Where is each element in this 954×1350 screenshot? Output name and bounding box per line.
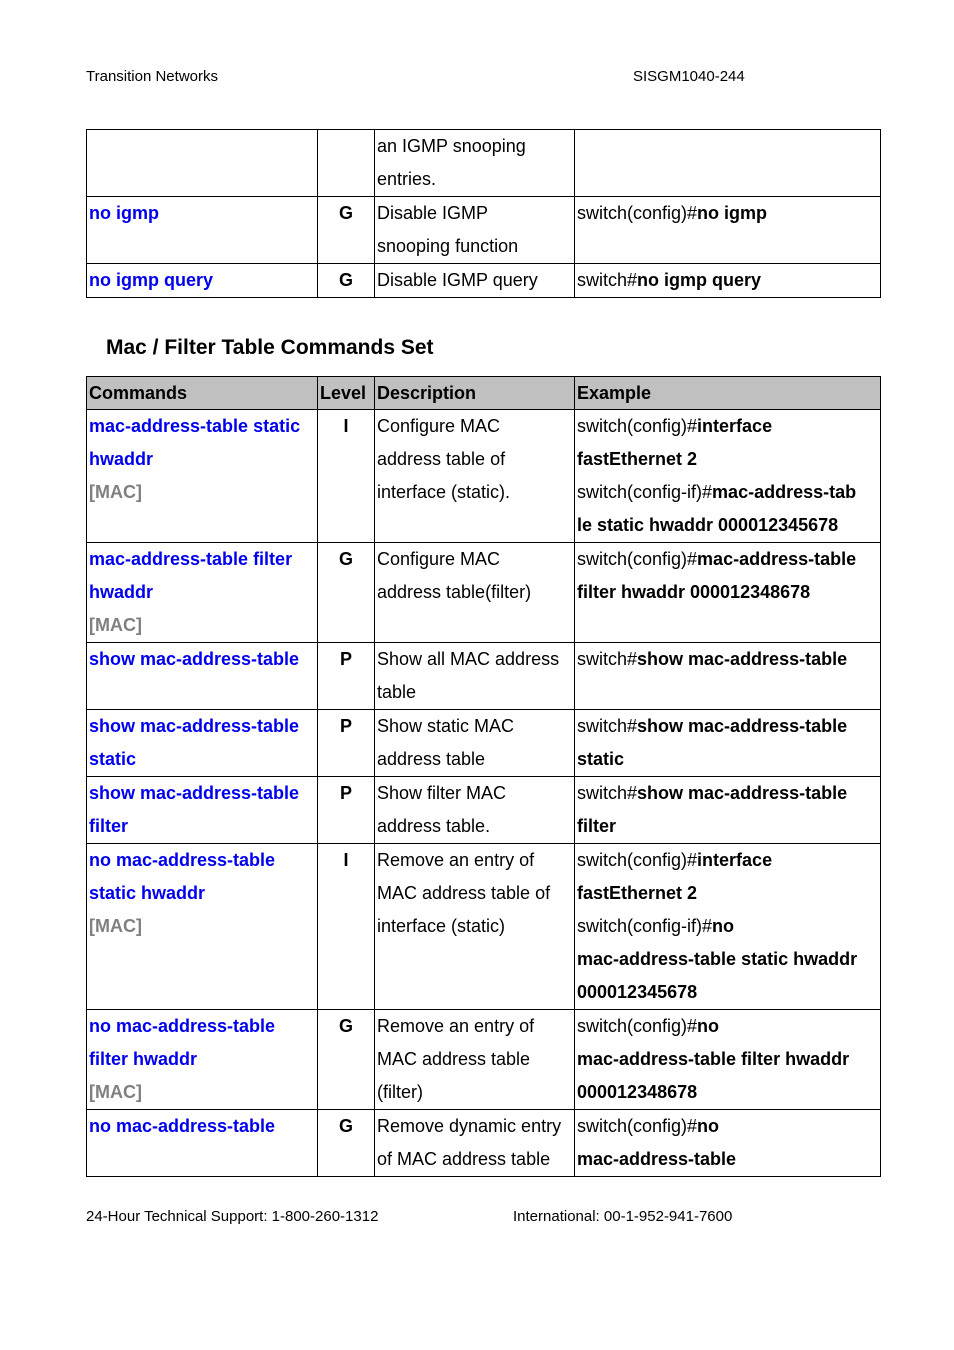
- command-name-cont: static hwaddr: [89, 883, 206, 903]
- example-line: [577, 197, 878, 230]
- level-cell: I: [318, 844, 375, 1010]
- description-cell: [375, 710, 575, 777]
- example-command: fastEthernet 2: [577, 883, 698, 903]
- example-cell: [575, 264, 881, 298]
- example-command: no: [712, 916, 735, 936]
- example-line: [577, 1076, 878, 1109]
- example-line: [577, 743, 878, 776]
- command-cell: [87, 543, 318, 643]
- command-cell: [87, 264, 318, 298]
- description-line: interface (static).: [377, 482, 511, 502]
- table-row: [87, 844, 881, 1010]
- example-line: [577, 1110, 878, 1143]
- example-line: [577, 643, 878, 676]
- level-cell: G: [318, 264, 375, 298]
- table-row: [87, 1110, 881, 1177]
- description-line: an IGMP snooping: [377, 136, 526, 156]
- description-line: Remove an entry of: [377, 1016, 535, 1036]
- example-command: le static hwaddr 000012345678: [577, 515, 839, 535]
- description-line: address table of: [377, 449, 506, 469]
- command-cell: [87, 410, 318, 543]
- footer-international: International: 00-1-952-941-7600: [513, 1208, 733, 1225]
- command-name: mac-address-table static: [89, 416, 301, 436]
- command-cell: [87, 844, 318, 1010]
- command-name: show mac-address-table: [89, 783, 300, 803]
- command-name-cont: filter hwaddr: [89, 1049, 198, 1069]
- example-line: [577, 976, 878, 1009]
- example-cell: [575, 543, 881, 643]
- header-example: Example: [575, 377, 881, 410]
- example-line: [577, 576, 878, 609]
- command-cell: [87, 130, 318, 197]
- description-line: Disable IGMP query: [377, 270, 538, 290]
- description-line: Remove an entry of: [377, 850, 535, 870]
- description-line: interface (static): [377, 916, 506, 936]
- example-prompt: switch#: [577, 270, 638, 290]
- example-cell: [575, 643, 881, 710]
- description-cell: [375, 130, 575, 197]
- example-prompt: switch(config)#: [577, 850, 698, 870]
- table-row: [87, 197, 881, 264]
- command-cell: [87, 710, 318, 777]
- example-command: mac-address-table: [577, 1149, 737, 1169]
- command-name-cont: filter: [89, 816, 129, 836]
- example-cell: [575, 844, 881, 1010]
- example-cell: [575, 777, 881, 844]
- description-cell: [375, 844, 575, 1010]
- command-name: no igmp query: [89, 270, 214, 290]
- description-line: (filter): [377, 1082, 423, 1102]
- header-company: Transition Networks: [86, 68, 218, 85]
- header-doc-id: SISGM1040-244: [633, 68, 745, 85]
- example-command: no igmp: [697, 203, 768, 223]
- example-command: mac-address-table filter hwaddr: [577, 1049, 850, 1069]
- command-param: [MAC]: [89, 615, 142, 635]
- example-command: show mac-address-table: [637, 783, 848, 803]
- example-line: [577, 264, 878, 297]
- description-line: entries.: [377, 169, 437, 189]
- level-cell: P: [318, 777, 375, 844]
- table-row: [87, 410, 881, 543]
- example-prompt: switch(config-if)#: [577, 482, 713, 502]
- example-line: [577, 844, 878, 877]
- example-line: [577, 509, 878, 542]
- table-row: [87, 710, 881, 777]
- description-cell: [375, 410, 575, 543]
- description-line: snooping function: [377, 236, 519, 256]
- command-name: show mac-address-table: [89, 716, 300, 736]
- description-line: of MAC address table: [377, 1149, 551, 1169]
- table-row: [87, 264, 881, 298]
- header-description: Description: [375, 377, 575, 410]
- table-row: [87, 777, 881, 844]
- example-line: [577, 810, 878, 843]
- example-prompt: switch#: [577, 716, 638, 736]
- example-line: [577, 410, 878, 443]
- description-line: Show filter MAC: [377, 783, 507, 803]
- table-row: [87, 643, 881, 710]
- description-cell: [375, 777, 575, 844]
- example-cell: [575, 130, 881, 197]
- command-name-cont: hwaddr: [89, 449, 154, 469]
- example-cell: [575, 1010, 881, 1110]
- example-command: 000012348678: [577, 1082, 698, 1102]
- description-cell: [375, 643, 575, 710]
- table-row: [87, 1010, 881, 1110]
- description-cell: [375, 1110, 575, 1177]
- example-cell: [575, 1110, 881, 1177]
- example-command: static: [577, 749, 625, 769]
- example-prompt: switch(config)#: [577, 1016, 698, 1036]
- command-name-cont: static: [89, 749, 137, 769]
- igmp-commands-table: [86, 129, 881, 298]
- level-cell: G: [318, 197, 375, 264]
- level-cell: G: [318, 543, 375, 643]
- command-cell: [87, 1010, 318, 1110]
- description-line: address table.: [377, 816, 491, 836]
- command-cell: [87, 197, 318, 264]
- level-cell: P: [318, 710, 375, 777]
- example-prompt: switch(config)#: [577, 416, 698, 436]
- description-cell: [375, 1010, 575, 1110]
- level-cell: P: [318, 643, 375, 710]
- example-command: mac-address-tab: [712, 482, 857, 502]
- footer-support: 24-Hour Technical Support: 1-800-260-1312: [86, 1208, 379, 1225]
- description-cell: [375, 264, 575, 298]
- example-line: [577, 910, 878, 943]
- example-command: no igmp query: [637, 270, 762, 290]
- example-prompt: switch(config)#: [577, 1116, 698, 1136]
- example-line: [577, 543, 878, 576]
- table-row: [87, 130, 881, 197]
- example-command: filter hwaddr 000012348678: [577, 582, 811, 602]
- description-line: Configure MAC: [377, 549, 501, 569]
- example-prompt: switch(config)#: [577, 203, 698, 223]
- description-line: Show static MAC: [377, 716, 515, 736]
- command-name: mac-address-table filter: [89, 549, 293, 569]
- level-cell: G: [318, 1110, 375, 1177]
- command-cell: [87, 1110, 318, 1177]
- level-cell: [318, 130, 375, 197]
- command-name: no mac-address-table: [89, 850, 276, 870]
- example-prompt: switch(config)#: [577, 549, 698, 569]
- description-line: address table(filter): [377, 582, 532, 602]
- command-name: no mac-address-table: [89, 1016, 276, 1036]
- example-prompt: switch#: [577, 783, 638, 803]
- command-name: no igmp: [89, 203, 159, 223]
- header-commands: Commands: [87, 377, 318, 410]
- example-command: show mac-address-table: [637, 716, 848, 736]
- header-level: Level: [318, 377, 375, 410]
- table-header-row: [87, 377, 881, 410]
- example-command: mac-address-table static hwaddr: [577, 949, 858, 969]
- example-line: [577, 1043, 878, 1076]
- description-cell: [375, 543, 575, 643]
- example-line: [577, 476, 878, 509]
- example-command: interface: [697, 416, 773, 436]
- description-line: Configure MAC: [377, 416, 501, 436]
- example-line: [577, 777, 878, 810]
- command-param: [MAC]: [89, 1082, 142, 1102]
- table-row: [87, 543, 881, 643]
- level-cell: G: [318, 1010, 375, 1110]
- example-command: no: [697, 1116, 720, 1136]
- section-title: Mac / Filter Table Commands Set: [106, 336, 434, 359]
- example-cell: [575, 710, 881, 777]
- description-line: address table: [377, 749, 486, 769]
- example-command: interface: [697, 850, 773, 870]
- example-line: [577, 1143, 878, 1176]
- command-cell: [87, 777, 318, 844]
- example-command: fastEthernet 2: [577, 449, 698, 469]
- example-prompt: switch(config-if)#: [577, 916, 713, 936]
- example-command: filter: [577, 816, 617, 836]
- description-line: table: [377, 682, 417, 702]
- description-line: Show all MAC address: [377, 649, 560, 669]
- description-cell: [375, 197, 575, 264]
- mac-filter-commands-table: [86, 376, 881, 1177]
- example-prompt: switch#: [577, 649, 638, 669]
- example-command: 000012345678: [577, 982, 698, 1002]
- example-cell: [575, 410, 881, 543]
- description-line: MAC address table of: [377, 883, 551, 903]
- example-command: no: [697, 1016, 720, 1036]
- example-line: [577, 710, 878, 743]
- command-name: show mac-address-table: [89, 649, 300, 669]
- example-command: show mac-address-table: [637, 649, 848, 669]
- command-param: [MAC]: [89, 482, 142, 502]
- command-cell: [87, 643, 318, 710]
- description-line: Disable IGMP: [377, 203, 489, 223]
- command-name: no mac-address-table: [89, 1116, 276, 1136]
- example-command: mac-address-table: [697, 549, 857, 569]
- level-cell: I: [318, 410, 375, 543]
- description-line: MAC address table: [377, 1049, 531, 1069]
- command-name-cont: hwaddr: [89, 582, 154, 602]
- example-line: [577, 443, 878, 476]
- example-line: [577, 1010, 878, 1043]
- description-line: Remove dynamic entry: [377, 1116, 562, 1136]
- example-cell: [575, 197, 881, 264]
- command-param: [MAC]: [89, 916, 142, 936]
- example-line: [577, 877, 878, 910]
- example-line: [577, 943, 878, 976]
